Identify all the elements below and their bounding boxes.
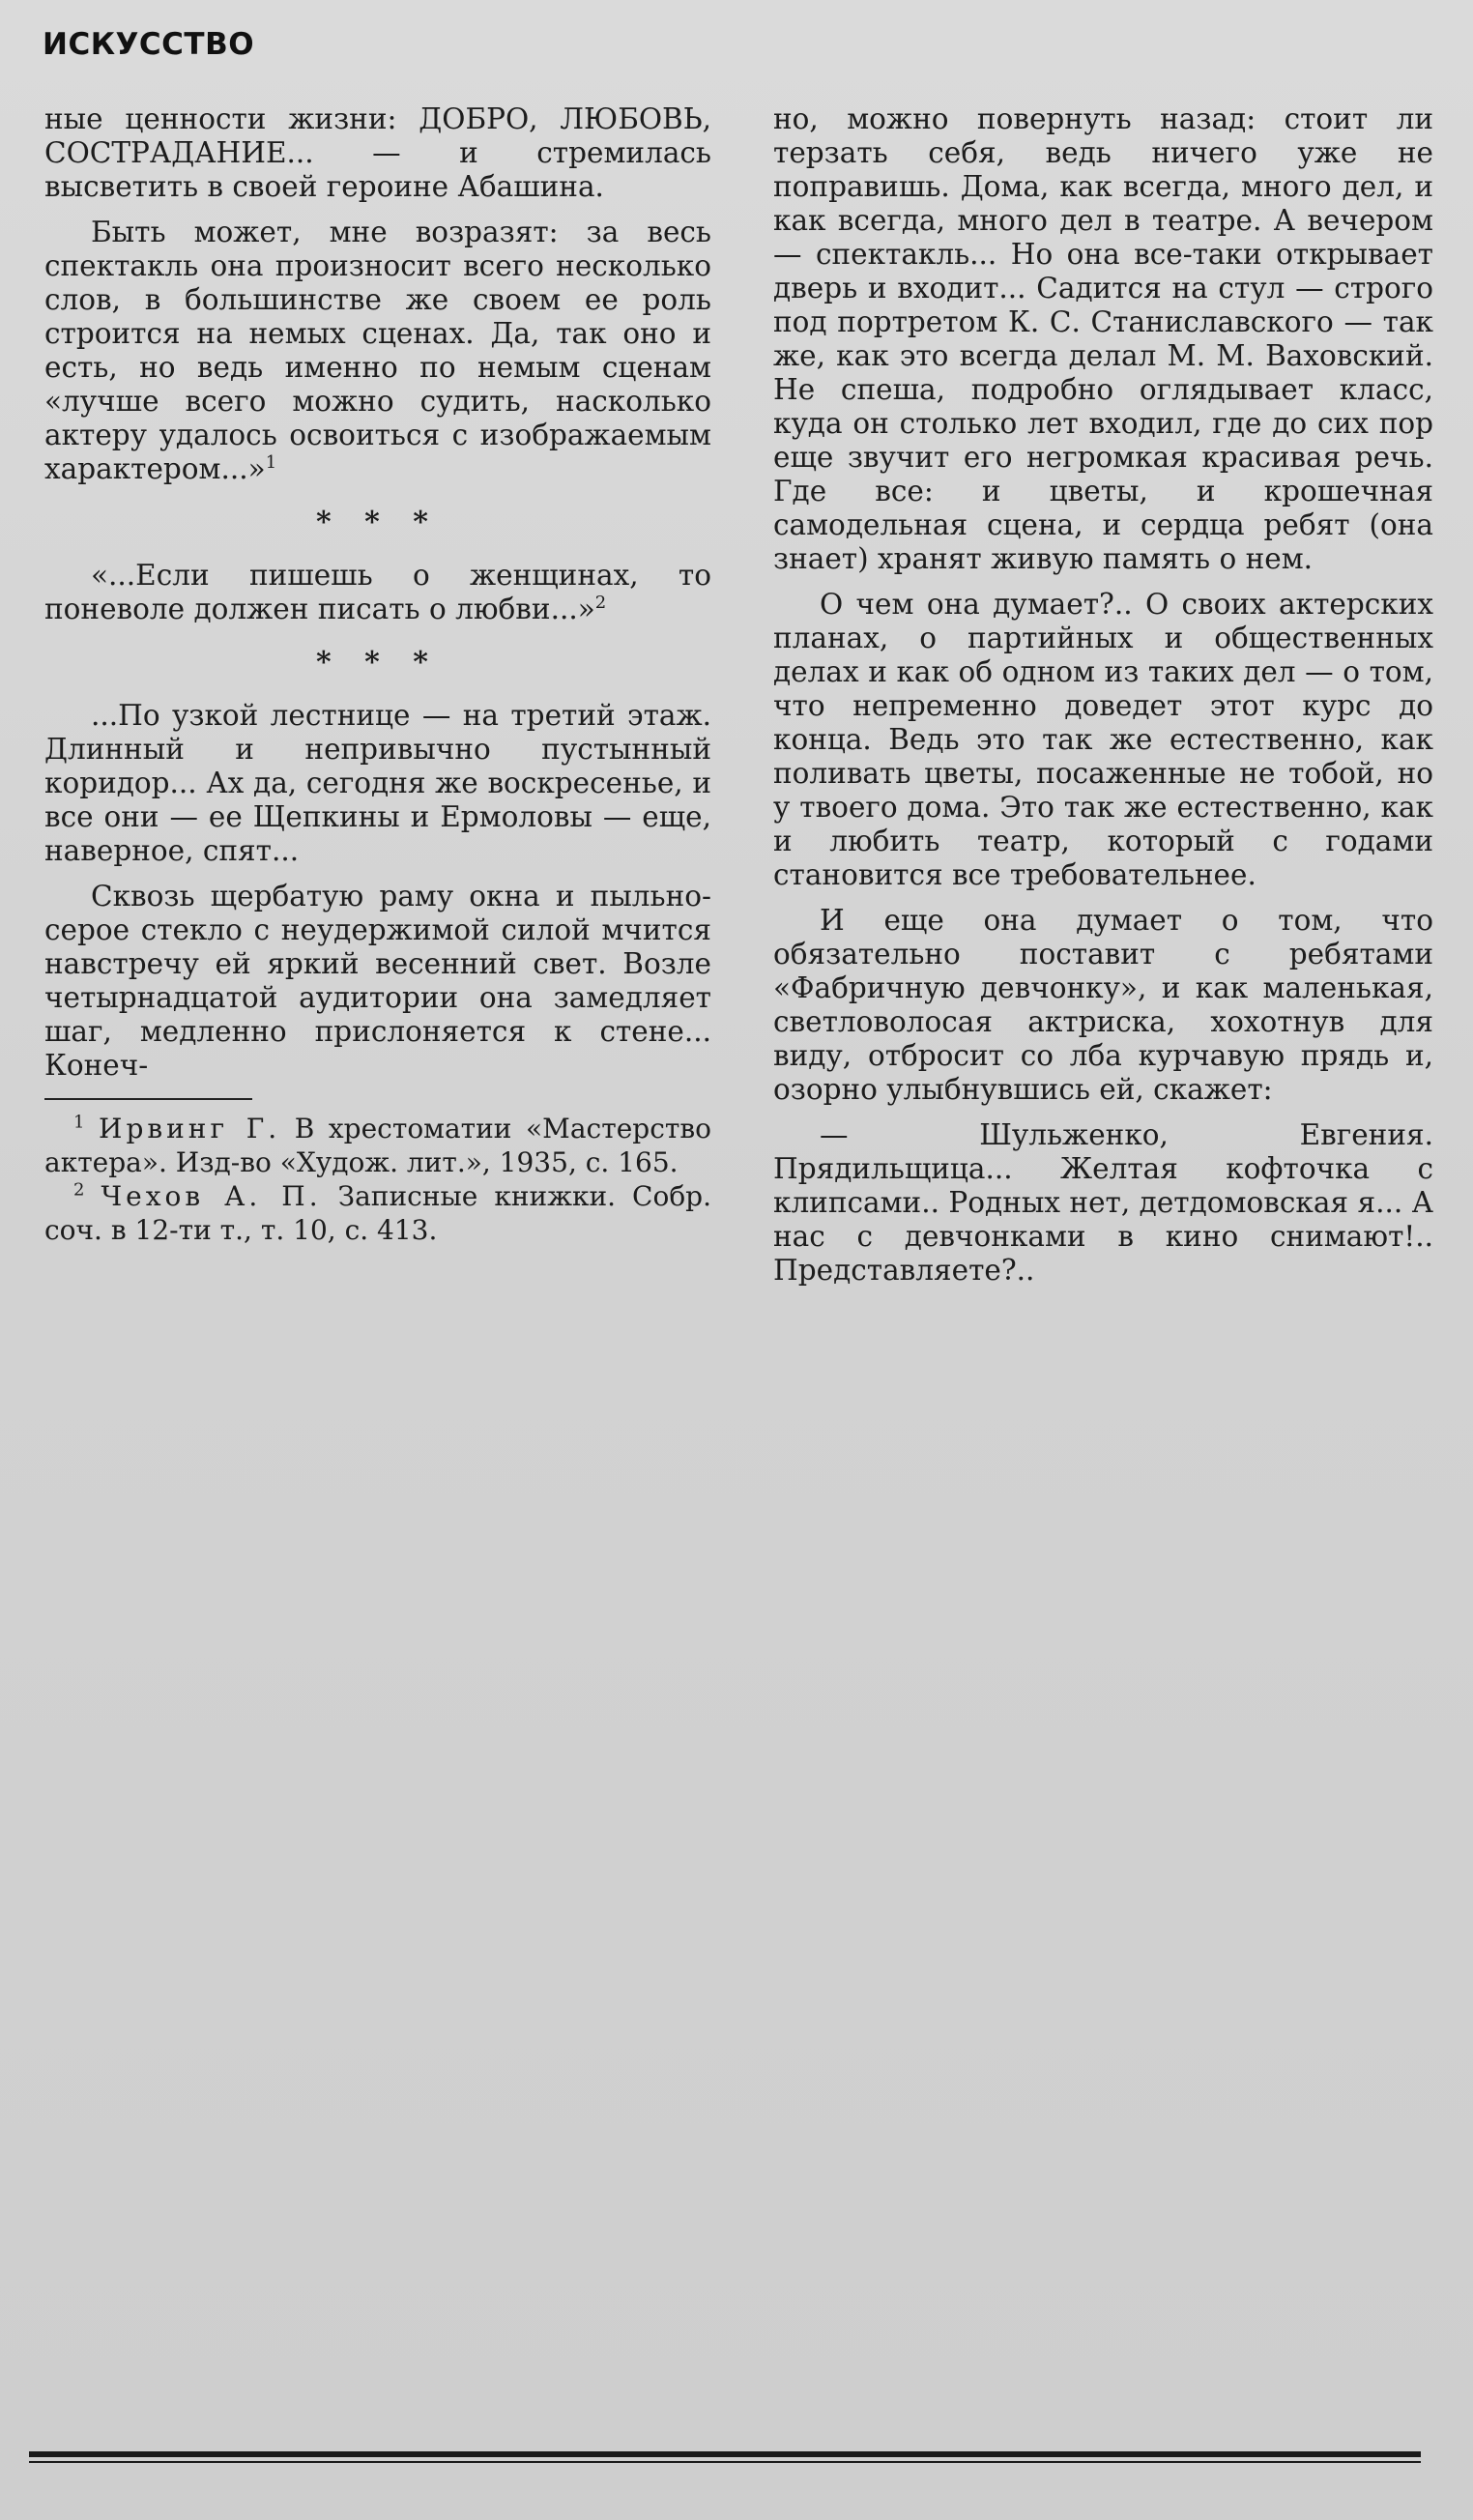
paragraph-text: «...Если пишешь о женщинах, то поневоле должен писать о любви...» <box>44 559 711 625</box>
paragraph <box>44 216 711 486</box>
left-column <box>44 102 711 1247</box>
paragraph: — Шульженко, Евгения. Прядильщица... Желтая кофточка с клипсами.. Родных нет, детдомовская я... А нас с девчонками в кино снимают!.. Представляете?.. <box>773 1118 1433 1287</box>
paragraph: И еще она думает о том, что обязательно поставит с ребятами «Фабричную девчонку», и как маленькая, светловолосая актриска, хохотнув для виду, отбросит со лба курчавую прядь и, озорно улыбнувшись ей, скажет: <box>773 904 1433 1106</box>
paragraph <box>44 559 711 626</box>
footnote-text: Записные книжки. Собр. соч. в 12-ти т., т. 10, с. 413. <box>44 1180 712 1246</box>
footnote-number: 1 <box>73 1112 85 1133</box>
footnote <box>44 1112 711 1179</box>
footnote-text: В хрестоматии «Мастерство актера». Изд-во «Худож. лит.», 1935, с. 165. <box>44 1113 711 1178</box>
footnotes <box>44 1112 711 1247</box>
section-title: ИСКУССТВО <box>43 27 255 62</box>
footnote-ref: 1 <box>265 452 277 474</box>
footnote-rule <box>44 1098 252 1100</box>
page-bottom-rule <box>29 2451 1421 2457</box>
page-bottom-rule-thin <box>29 2461 1421 2463</box>
section-divider: * * * <box>316 646 440 680</box>
footnote <box>44 1179 711 1247</box>
paragraph: ...По узкой лестнице — на третий этаж. Длинный и непривычно пустынный коридор... Ах да, сегодня же воскресенье, и все они — ее Щепкины и Ермоловы — еще, наверное, спят... <box>44 699 711 867</box>
paragraph-text: Быть может, мне возразят: за весь спектакль она произносит всего несколько слов, в большинстве же своем ее роль строится на немых сценах. Да, так оно и есть, но ведь именно по немым сценам «лучше всего можно судить, насколько актеру удалось освоиться с изображаемым характером...» <box>44 216 711 485</box>
paragraph: О чем она думает?.. О своих актерских планах, о партийных и общественных делах и как об одном из таких дел — о том, что непременно доведет этот курс до конца. Ведь это так же естественно, как поливать цветы, посаженные не тобой, но у твоего дома. Это так же естественно, как и любить театр, который с годами становится все требовательнее. <box>773 588 1433 891</box>
footnote-ref: 2 <box>594 593 607 614</box>
footnote-number: 2 <box>73 1179 85 1201</box>
footnote-author: Чехов А. П. <box>101 1180 322 1212</box>
paragraph: но, можно повернуть назад: стоит ли терзать себя, ведь ничего уже не поправишь. Дома, как всегда, много дел, и как всегда, много дел в театре. А вечером — спектакль... Но она все-таки открывает дверь и входит... Садится на стул — строго под портретом К. С. Станиславского — так же, как это всегда делал М. М. Ваховский. Не спеша, подробно оглядывает класс, куда он столько лет входил, где до сих пор еще звучит его негромкая красивая речь. Где все: и цветы, и крошечная самодельная сцена, и сердца ребят (она знает) хранят живую память о нем. <box>773 102 1433 575</box>
footnote-author: Ирвинг Г. <box>99 1113 281 1144</box>
paragraph: Сквозь щербатую раму окна и пыльно-серое стекло с неудержимой силой мчится навстречу ей яркий весенний свет. Возле четырнадцатой аудитории она замедляет шаг, медленно прислоняется к стене... Конеч- <box>44 880 711 1082</box>
right-column <box>773 102 1433 1299</box>
section-divider: * * * <box>316 506 440 539</box>
paragraph: ные ценности жизни: ДОБРО, ЛЮБОВЬ, СОСТРАДАНИЕ... — и стремилась высветить в своей героине Абашина. <box>44 102 711 203</box>
